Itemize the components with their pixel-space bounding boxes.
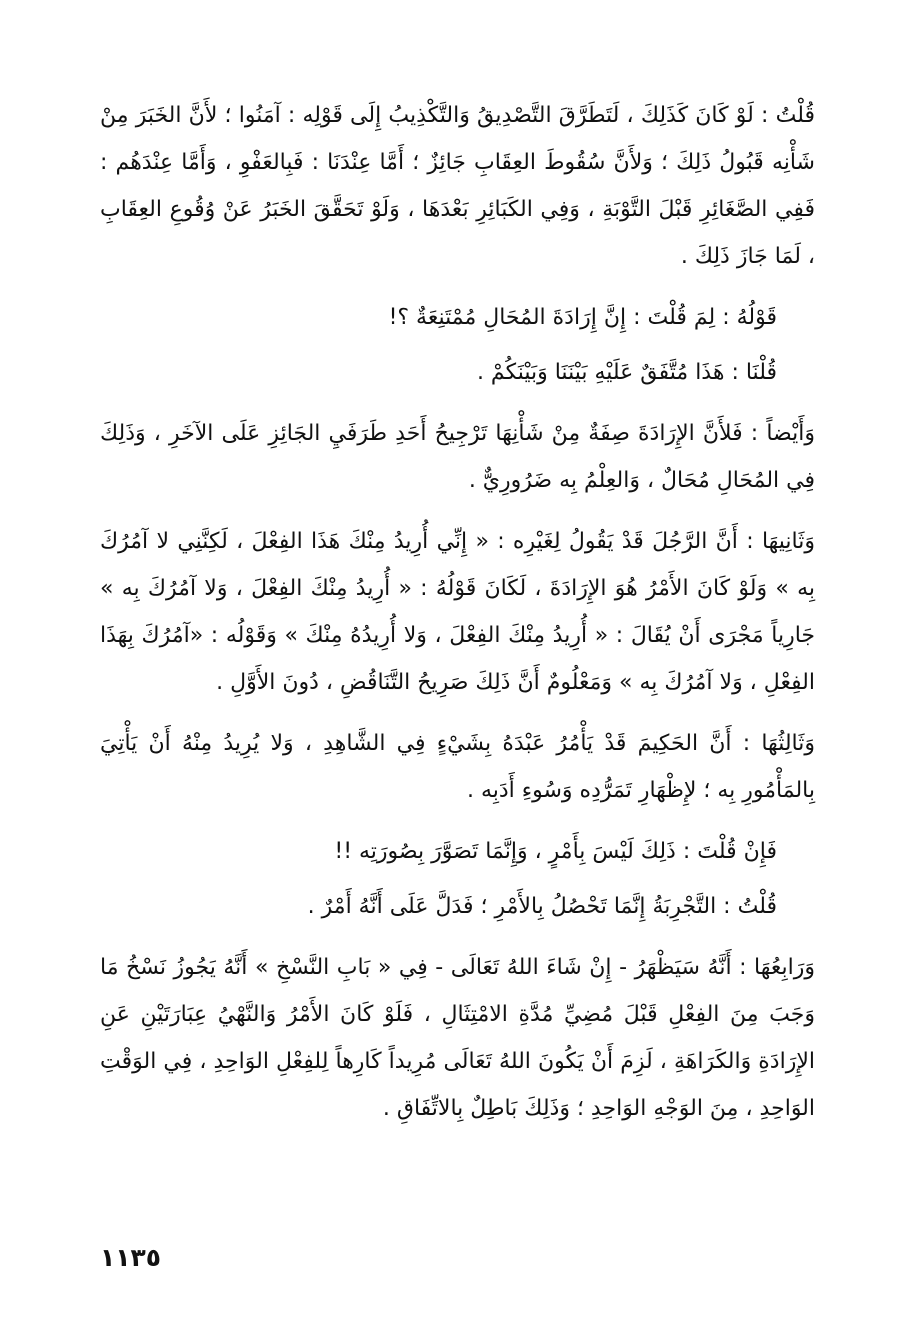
paragraph-6: وَثَالِثُهَا : أَنَّ الحَكِيمَ قَدْ يَأْمُرُ عَبْدَهُ بِشَيْءٍ فِي الشَّاهِدِ ، وَلا يُرِيدُ مِنْهُ أَنْ يَأْتِيَ بِالمَأْمُورِ بِه ؛ لإِظْهَارِ تَمَرُّدِه وَسُوءِ أَدَبِه . xyxy=(100,731,815,803)
paragraph-3: قُلْنَا : هَذَا مُتَّفَقٌ عَلَيْهِ بَيْنَنَا وَبَيْنَكُمْ . xyxy=(476,360,777,385)
paragraph-5: وَثَانِيهَا : أَنَّ الرَّجُلَ قَدْ يَقُولُ لِغَيْرِه : « إِنِّي أُرِيدُ مِنْكَ هَذَا الفِعْلَ ، لَكِنَّنِي لا آمُرُكَ بِه » وَلَوْ كَانَ الأَمْرُ هُوَ الإِرَادَةَ ، لَكَانَ قَوْلُهُ : « أُرِيدُ مِنْكَ الفِعْلَ ، وَلا آمُرُكَ بِه » جَارِياً مَجْرَى أَنْ يُقَالَ : « أُرِيدُ مِنْكَ الفِعْلَ ، وَلا أُرِيدُهُ مِنْكَ » وَقَوْلُه : «آمُرُكَ بِهَذَا الفِعْلِ ، وَلا آمُرُكَ بِه » وَمَعْلُومٌ أَنَّ ذَلِكَ صَرِيحُ التَّنَاقُضِ ، دُونَ الأَوَّلِ . xyxy=(100,529,815,695)
paragraph-4: وَأَيْضاً : فَلأَنَّ الإِرَادَةَ صِفَةٌ مِنْ شَأْنِهَا تَرْجِيحُ أَحَدِ طَرَفَيِ الجَائِزِ عَلَى الآخَرِ ، وَذَلِكَ فِي المُحَالِ مُحَالٌ ، وَالعِلْمُ بِه ضَرُورِيٌّ . xyxy=(100,421,815,493)
body-text xyxy=(100,92,815,1146)
paragraph-8: قُلْتُ : التَّجْرِبَةُ إِنَّمَا تَحْصُلُ بِالأَمْرِ ؛ فَدَلَّ عَلَى أَنَّهُ أَمْرٌ . xyxy=(307,894,777,919)
paragraph-9: وَرَابِعُهَا : أَنَّهُ سَيَظْهَرُ - إِنْ شَاءَ اللهُ تَعَالَى - فِي « بَابِ النَّسْخِ » أَنَّهُ يَجُوزُ نَسْخُ مَا وَجَبَ مِنَ الفِعْلِ قَبْلَ مُضِيِّ مُدَّةِ الامْتِثَالِ ، فَلَوْ كَانَ الأَمْرُ وَالنَّهْيُ عِبَارَتَيْنِ عَنِ الإِرَادَةِ وَالكَرَاهَةِ ، لَزِمَ أَنْ يَكُونَ اللهُ تَعَالَى مُرِيداً كَارِهاً لِلفِعْلِ الوَاحِدِ ، فِي الوَقْتِ الوَاحِدِ ، مِنَ الوَجْهِ الوَاحِدِ ؛ وَذَلِكَ بَاطِلٌ بِالاتِّفَاقِ . xyxy=(100,955,815,1121)
paragraph-2: قَوْلُهُ : لِمَ قُلْتَ : إِنَّ إِرَادَةَ المُحَالِ مُمْتَنِعَةٌ ؟! xyxy=(388,305,777,330)
paragraph-1: قُلْتُ : لَوْ كَانَ كَذَلِكَ ، لَتَطَرَّقَ التَّصْدِيقُ وَالتَّكْذِيبُ إِلَى قَوْلِه : آمَنُوا ؛ لأَنَّ الخَبَرَ مِنْ شَأْنِه قَبُولُ ذَلِكَ ؛ وَلأَنَّ سُقُوطَ العِقَابِ جَائِزٌ ؛ أَمَّا عِنْدَنَا : فَبِالعَفْوِ ، وَأَمَّا عِنْدَهُم : فَفِي الصَّغَائِرِ قَبْلَ التَّوْبَةِ ، وَفِي الكَبَائِرِ بَعْدَهَا ، وَلَوْ تَحَقَّقَ الخَبَرُ عَنْ وُقُوعِ العِقَابِ ، لَمَا جَازَ ذَلِكَ . xyxy=(100,103,815,269)
paragraph-7: فَإِنْ قُلْتَ : ذَلِكَ لَيْسَ بِأَمْرٍ ، وَإِنَّمَا تَصَوَّرَ بِصُورَتِه !! xyxy=(334,839,777,864)
page-number: ١١٣٥ xyxy=(100,1243,162,1272)
